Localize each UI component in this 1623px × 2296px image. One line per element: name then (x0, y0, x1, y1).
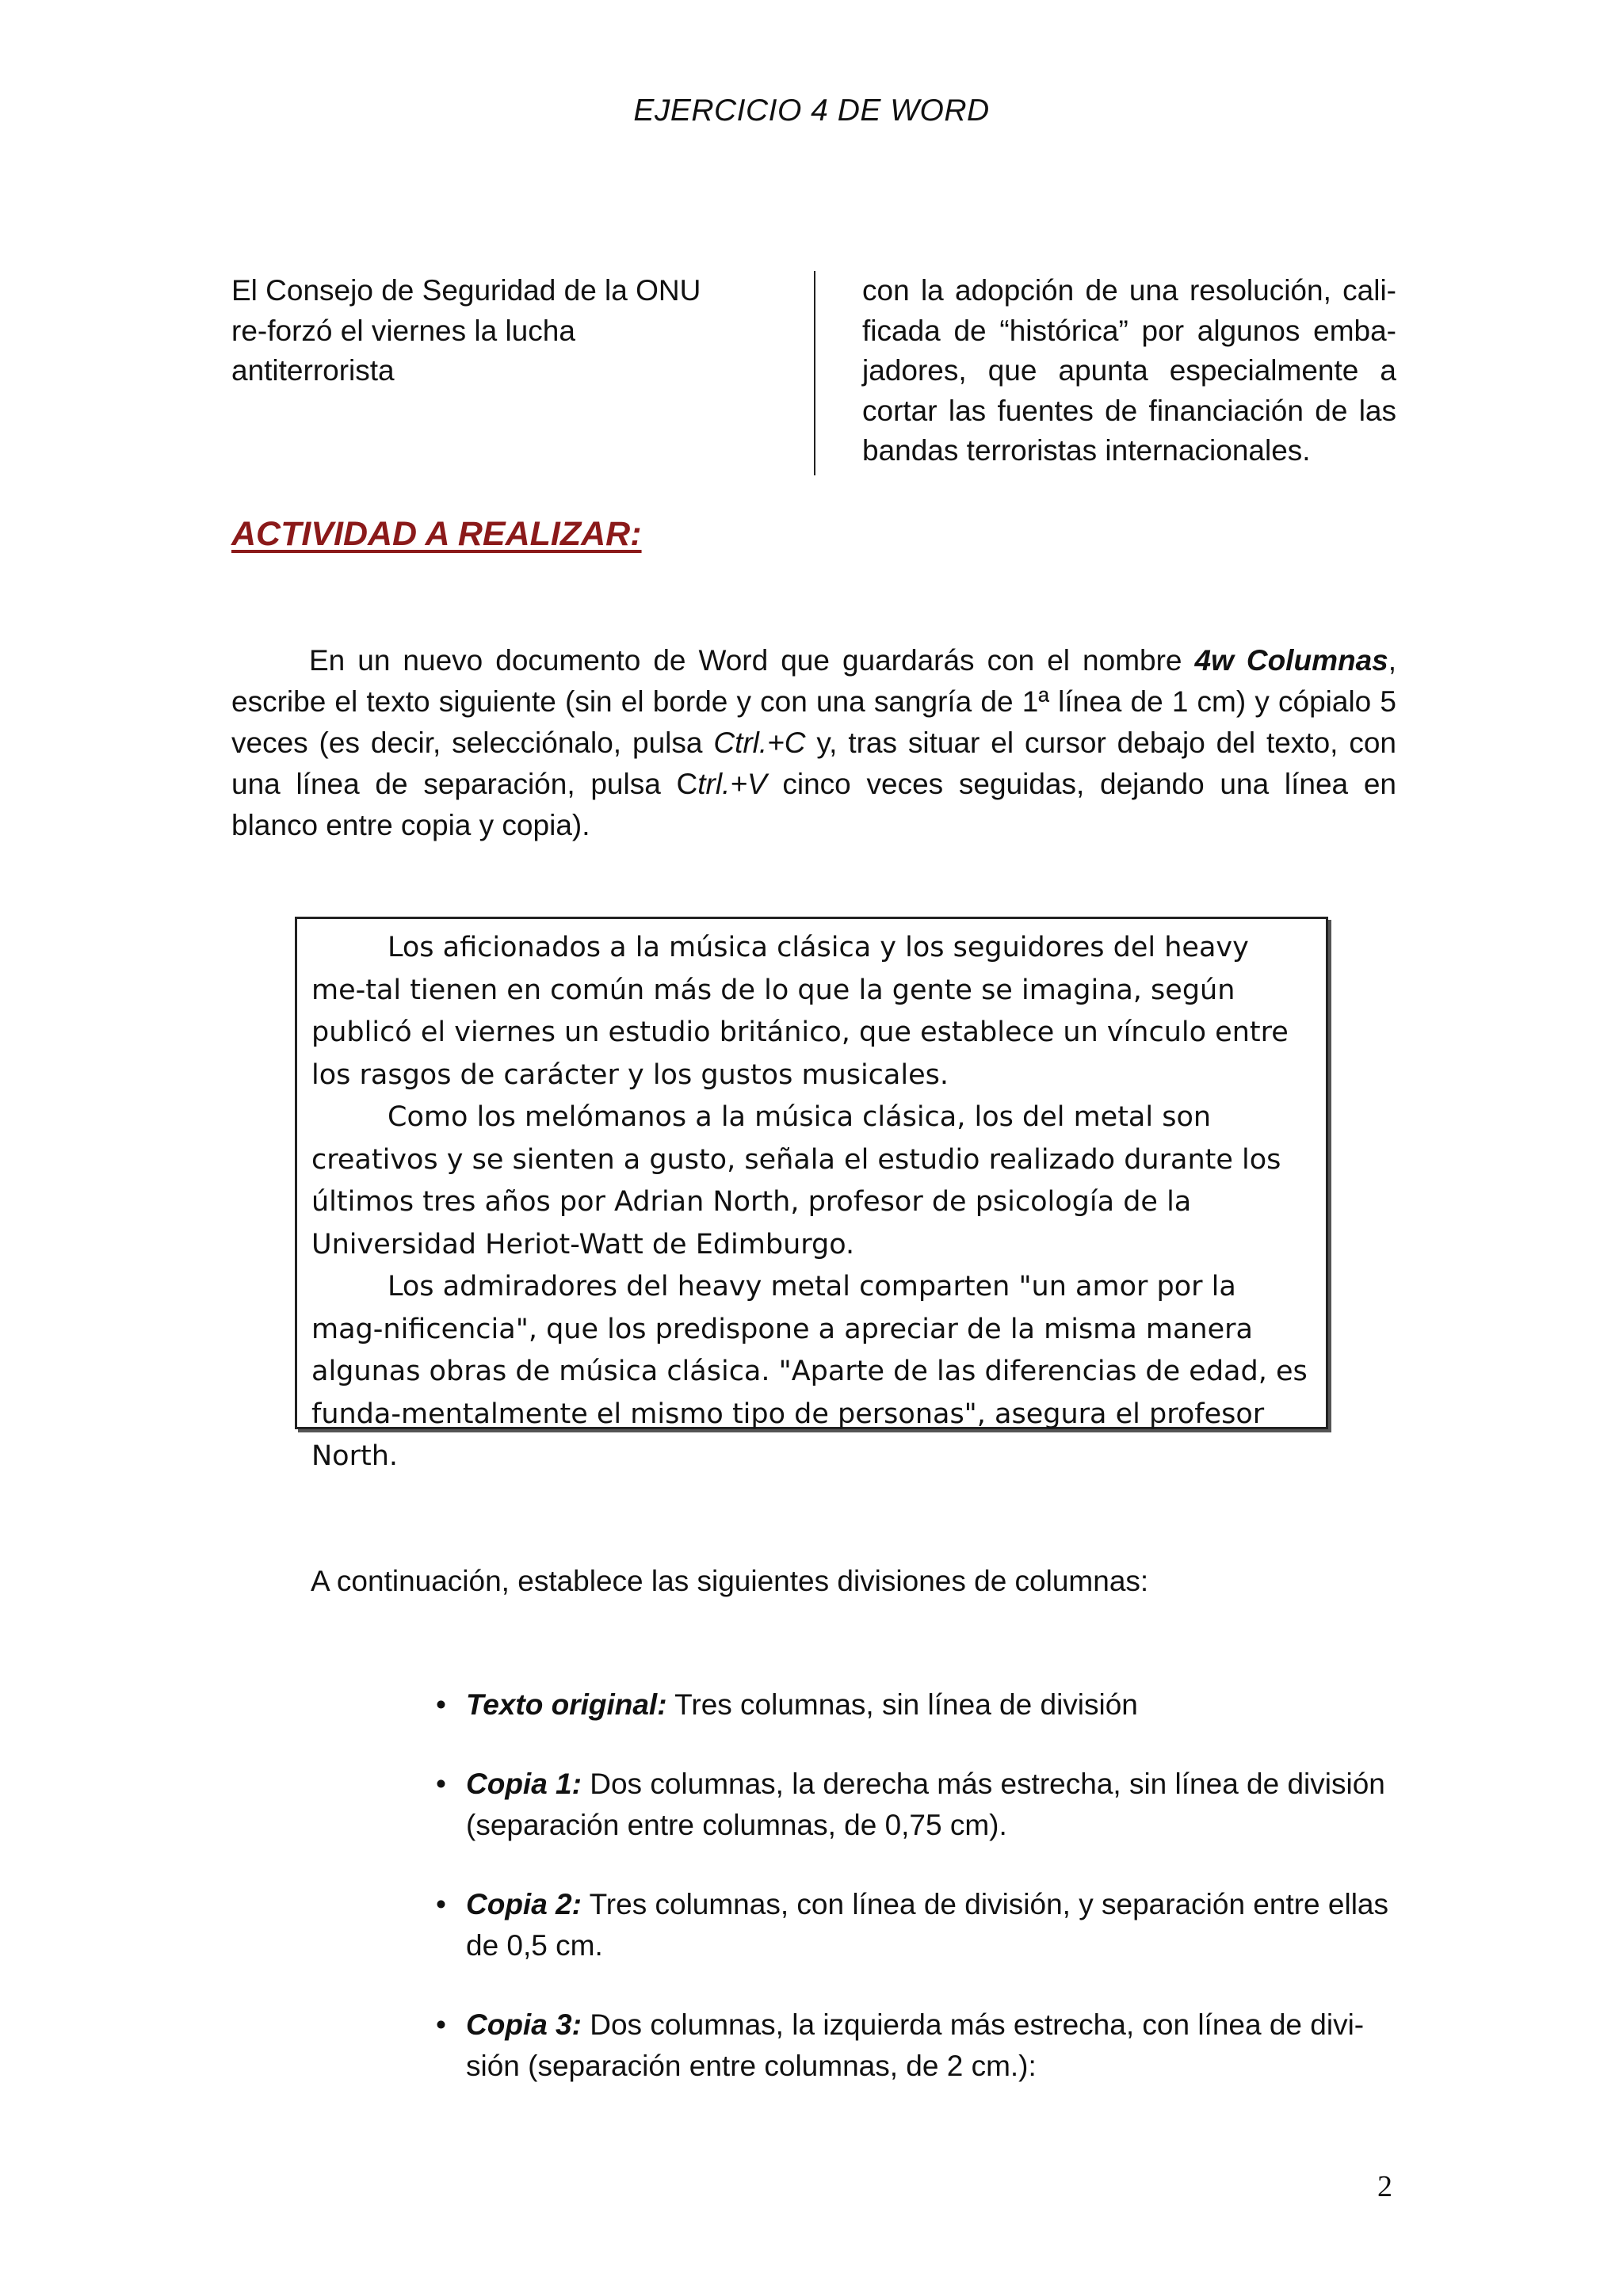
page-number: 2 (1377, 2170, 1392, 2203)
list-item-label: Copia 3: (466, 2008, 582, 2041)
list-item-label: Texto original: (466, 1688, 667, 1721)
list-item-text: Dos columnas, la derecha más estrecha, sin línea de división (separación entre columnas, de 0,75 cm). (466, 1768, 1385, 1841)
shortcut-paste: trl.+V (697, 768, 767, 800)
quote-paragraph-3: Los admiradores del heavy metal comparten "un amor por la mag-nificencia", que los predispone a apreciar de la misma manera algunas obras de música clásica. "Aparte de las diferencias de edad, es funda-mentalmente el mismo tipo de personas", asegura el profesor North. (311, 1271, 1308, 1472)
right-column-text: con la adopción de una resolución, cali-ficada de “histórica” por algunos emba-jadores, que apunta especialmente a cortar las fuentes de financiación de las bandas terroristas internacionales. (862, 274, 1396, 467)
activity-heading: ACTIVIDAD A REALIZAR: (231, 515, 642, 553)
quote-paragraph-1: Los aficionados a la música clásica y los seguidores del heavy me-tal tienen en común más de lo que la gente se imagina, según publicó el viernes un estudio británico, que establece un vínculo entre los rasgos de carácter y los gustos musicales. (311, 932, 1289, 1091)
shortcut-copy: Ctrl.+C (713, 727, 806, 759)
column-divisions-list (436, 1684, 1403, 2125)
page-header: EJERCICIO 4 DE WORD (633, 93, 990, 128)
filename-text: 4w Columnas (1194, 644, 1388, 677)
list-item-label: Copia 2: (466, 1888, 582, 1920)
instructions-paragraph (231, 640, 1396, 846)
list-item (436, 1764, 1403, 1846)
list-item-label: Copia 1: (466, 1768, 582, 1800)
shortcut-paste-c: C (676, 768, 698, 800)
quote-paragraph-2: Como los melómanos a la música clásica, los del metal son creativos y se sienten a gusto, señala el estudio realizado durante los últimos tres años por Adrian North, profesor de psicología de la Universidad Heriot-Watt de Edimburgo. (311, 1101, 1281, 1261)
list-item-text: Dos columnas, la izquierda más estrecha, con línea de divi-sión (separación entre columnas, de 2 cm.): (466, 2008, 1365, 2082)
instructions-part1: En un nuevo documento de Word que guardarás con el nombre (309, 644, 1195, 677)
bullet-icon: • (436, 1768, 446, 1800)
list-item (436, 2004, 1403, 2087)
instructions-part2: , escribe el texto siguiente (sin el borde y con una sangría de 1ª línea de 1 cm) y cópialo 5 veces (es decir, selecciónalo, pulsa (231, 644, 1397, 759)
instructions-part4: cinco veces seguidas, dejando una línea en blanco entre copia y copia). (231, 768, 1397, 841)
list-item (436, 1884, 1403, 1966)
left-column-text: El Consejo de Seguridad de la ONU re-forzó el viernes la lucha antiterrorista (231, 274, 701, 387)
list-item-text: Tres columnas, con línea de división, y separación entre ellas de 0,5 cm. (466, 1888, 1389, 1962)
column-divider-line (814, 271, 815, 475)
bullet-icon: • (436, 1688, 446, 1721)
bordered-text-box (295, 917, 1328, 1472)
list-item (436, 1684, 1403, 1726)
bullet-icon: • (436, 2008, 446, 2041)
intro-text: A continuación, establece las siguientes divisiones de columnas: (311, 1565, 1149, 1597)
list-item-text: Tres columnas, sin línea de división (666, 1688, 1138, 1721)
bullet-icon: • (436, 1888, 446, 1920)
instructions-part3: y, tras situar el cursor debajo del texto, con una línea de separación, pulsa (231, 727, 1397, 800)
two-column-example (231, 271, 1396, 475)
